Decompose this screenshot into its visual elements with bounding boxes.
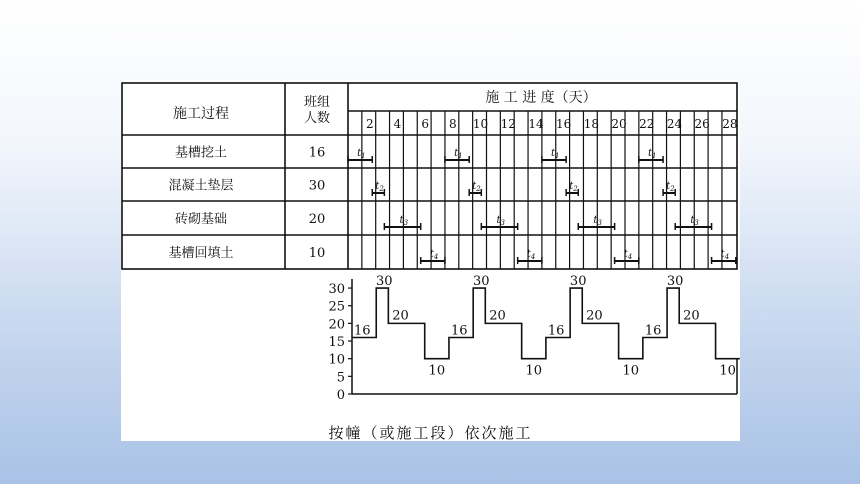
day-label: 18	[583, 117, 600, 131]
schedule-figure	[121, 80, 740, 441]
header-schedule: 施 工 进 度（天）	[485, 90, 597, 106]
task-subscript: 4	[530, 253, 536, 261]
task-subscript: 3	[403, 219, 409, 227]
step-value-label: 16	[547, 323, 565, 339]
task-subscript: 3	[694, 219, 699, 227]
step-value-label: 30	[376, 274, 393, 290]
row-process-label: 砖砌基础	[174, 212, 228, 227]
step-value-label: 16	[450, 323, 468, 339]
task-label: $t_4$	[623, 249, 633, 261]
y-tick-label: 10	[328, 352, 345, 368]
step-value-label: 20	[489, 308, 506, 324]
task-subscript: 2	[670, 185, 675, 193]
row-crew-label: 10	[308, 246, 326, 261]
header-crew-1: 班组	[303, 95, 331, 110]
task-label: $t_3$	[496, 215, 505, 227]
task-label: $t_2$	[666, 181, 675, 193]
task-label: $t_1$	[454, 148, 463, 160]
step-value-label: 16	[644, 323, 662, 339]
day-label: 2	[365, 117, 374, 131]
task-subscript: 2	[379, 185, 384, 193]
y-tick-label: 20	[328, 317, 345, 333]
task-label: $t_4$	[526, 249, 536, 261]
figure-caption: 按幢（或施工段）依次施工	[328, 424, 533, 442]
step-value-label: 10	[622, 363, 640, 379]
y-tick-label: 25	[328, 299, 345, 315]
row-crew-label: 30	[308, 178, 326, 194]
step-value-label: 30	[569, 274, 587, 290]
task-label: $t_4$	[720, 249, 730, 261]
header-crew-2: 人数	[303, 111, 331, 126]
step-value-label: 16	[354, 323, 371, 339]
task-label: $t_2$	[375, 181, 384, 193]
row-process-label: 基槽回填土	[168, 246, 234, 261]
day-label: 10	[472, 117, 489, 131]
row-process-label: 混凝土垫层	[168, 178, 234, 194]
day-label: 4	[393, 117, 402, 131]
task-subscript: 1	[361, 152, 366, 160]
row-crew-label: 20	[308, 212, 326, 227]
task-subscript: 1	[652, 152, 657, 160]
task-label: $t_4$	[429, 249, 439, 261]
task-subscript: 4	[627, 253, 633, 261]
step-value-label: 30	[666, 274, 684, 290]
step-value-label: 10	[525, 363, 543, 379]
day-label: 26	[694, 117, 710, 131]
task-subscript: 4	[724, 253, 730, 261]
histogram-step-line	[352, 288, 740, 359]
task-label: $t_2$	[569, 181, 578, 193]
task-label: $t_3$	[593, 215, 602, 227]
y-tick-label: 0	[336, 388, 345, 403]
task-label: $t_3$	[690, 215, 699, 227]
step-value-label: 30	[472, 274, 490, 290]
task-subscript: 2	[476, 185, 481, 193]
step-value-label: 20	[586, 308, 603, 324]
row-process-label: 基槽挖土	[174, 145, 228, 161]
task-label: $t_1$	[357, 148, 366, 160]
task-subscript: 4	[433, 253, 439, 261]
day-label: 24	[666, 117, 683, 131]
day-label: 12	[500, 117, 516, 131]
task-subscript: 1	[458, 152, 463, 160]
step-value-label: 10	[428, 363, 446, 379]
task-label: $t_2$	[472, 181, 481, 193]
step-value-label: 20	[683, 308, 700, 324]
day-label: 20	[611, 117, 627, 131]
y-tick-label: 30	[328, 282, 345, 298]
step-value-label: 20	[392, 308, 409, 324]
day-label: 14	[528, 117, 544, 131]
day-label: 8	[449, 117, 457, 131]
header-process: 施工过程	[173, 106, 229, 122]
labor-histogram	[121, 80, 740, 441]
y-tick-label: 15	[328, 335, 345, 351]
task-subscript: 1	[555, 152, 560, 160]
step-value-label: 10	[719, 363, 736, 379]
day-label: 22	[639, 117, 655, 131]
day-label: 6	[421, 117, 429, 131]
task-label: $t_1$	[647, 148, 657, 160]
y-tick-label: 5	[336, 370, 345, 386]
task-label: $t_3$	[399, 215, 409, 227]
day-label: 16	[556, 117, 572, 131]
task-subscript: 3	[597, 219, 602, 227]
row-crew-label: 16	[308, 145, 326, 161]
task-label: $t_1$	[551, 148, 560, 160]
task-subscript: 2	[573, 185, 578, 193]
day-label: 28	[722, 117, 738, 131]
task-subscript: 3	[500, 219, 505, 227]
